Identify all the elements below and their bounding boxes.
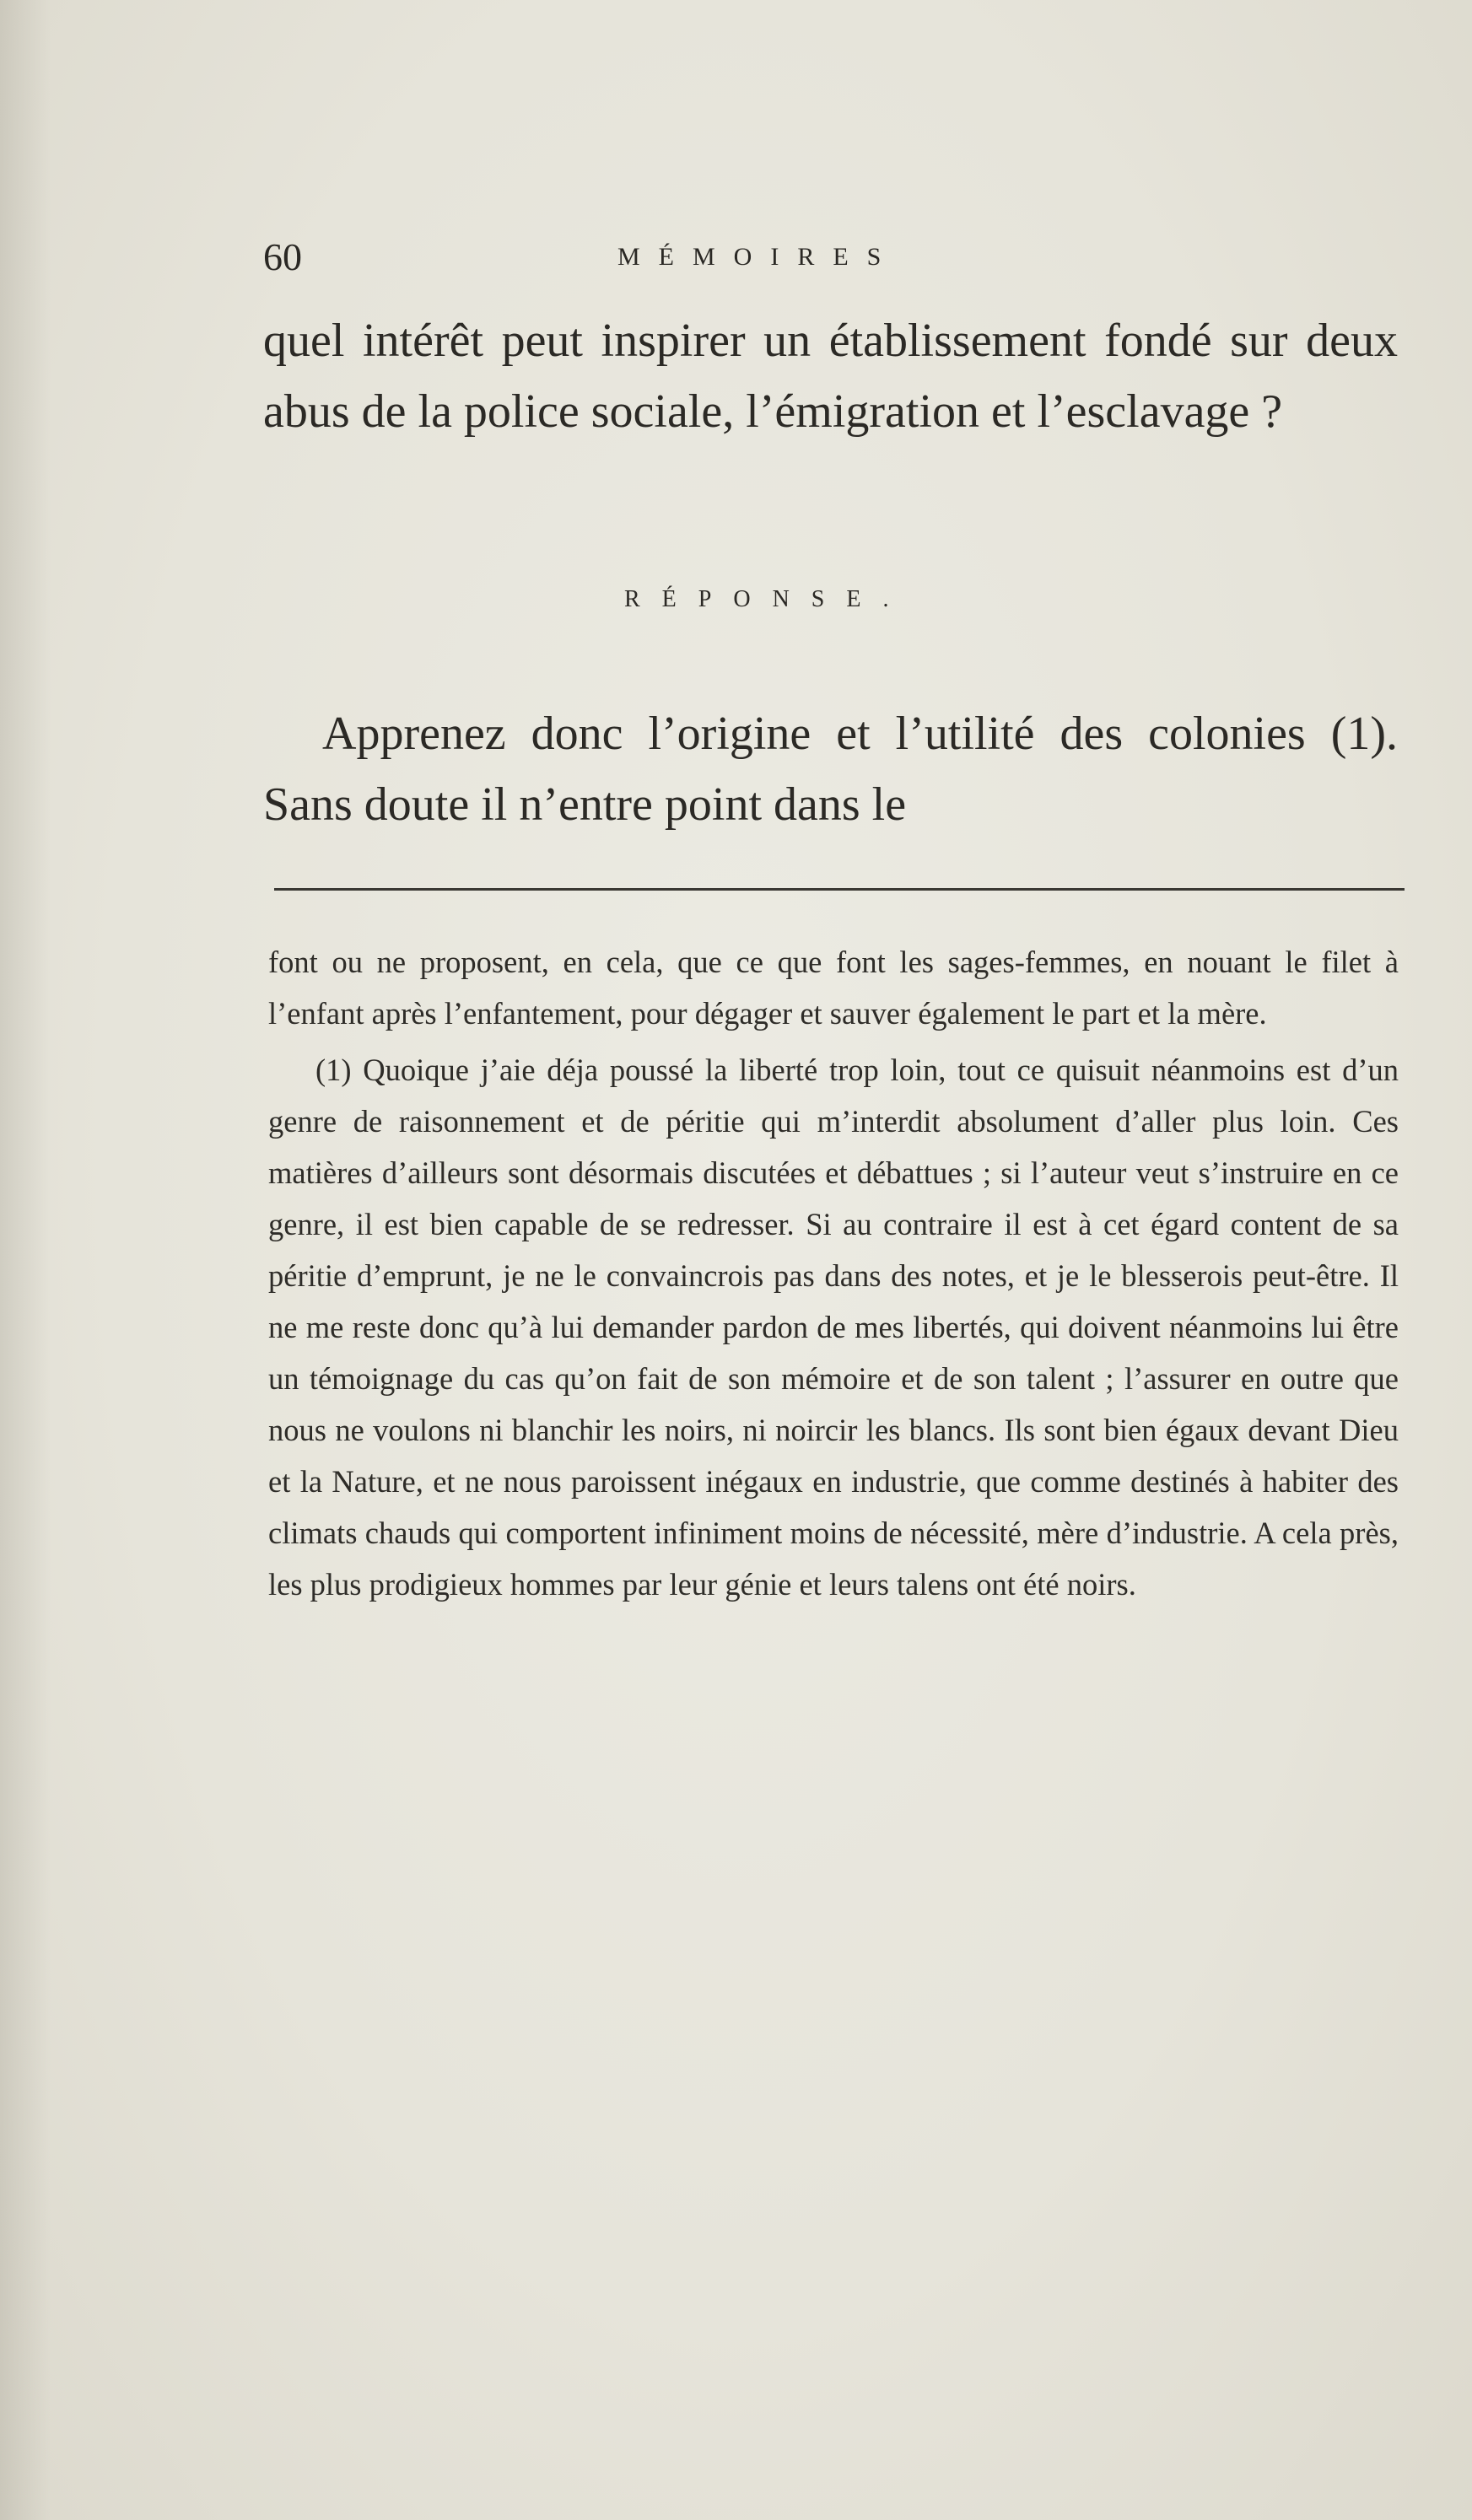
main-text-reponse — [263, 698, 1398, 840]
main-text-top — [263, 305, 1398, 447]
running-head — [263, 234, 1398, 285]
section-heading-reponse: RÉPONSE. — [624, 586, 911, 612]
paragraph-question-end: quel intérêt peut inspirer un établissement fondé sur deux abus de la police sociale, l’émigration et l’esclavage ? — [263, 315, 1398, 438]
footnote-separator-rule — [274, 888, 1405, 891]
running-title: MÉMOIRES — [617, 243, 900, 271]
footnotes — [268, 936, 1399, 1610]
footnote-continuation: font ou ne proposent, en cela, que ce que font les sages-femmes, en nouant le filet à l’enfant après l’enfantement, pour dégager et sauver également le part et la mère. — [268, 945, 1399, 1031]
footnote-1: (1) Quoique j’aie déja poussé la liberté trop loin, tout ce quisuit néanmoins est d’un genre de raisonnement et de péritie qui m’interdit absolument d’aller plus loin. Ces matières d’ailleurs sont désormais discutées et débattues ; si l’auteur veut s’instruire en ce genre, il est bien capable de se redresser. Si au contraire il est à cet égard content de sa péritie d’emprunt, je ne le convaincrois pas dans des notes, et je le blesserois peut-être. Il ne me reste donc qu’à lui demander pardon de mes libertés, qui doivent néanmoins lui être un témoignage du cas qu’on fait de son mémoire et de son talent ; l’assurer en outre que nous ne voulons ni blanchir les noirs, ni noircir les blancs. Ils sont bien égaux devant Dieu et la Nature, et ne nous paroissent inégaux en industrie, que comme destinés à habiter des climats chauds qui comportent infiniment moins de nécessité, mère d’industrie. A cela près, les plus prodigieux hommes par leur génie et leurs talens ont été noirs. — [268, 1053, 1399, 1602]
page-number: 60 — [263, 235, 302, 278]
page-gutter-shadow — [0, 0, 51, 2520]
paragraph-reponse: Apprenez donc l’origine et l’utilité des colonies (1). Sans doute il n’entre point dans le — [263, 708, 1398, 831]
